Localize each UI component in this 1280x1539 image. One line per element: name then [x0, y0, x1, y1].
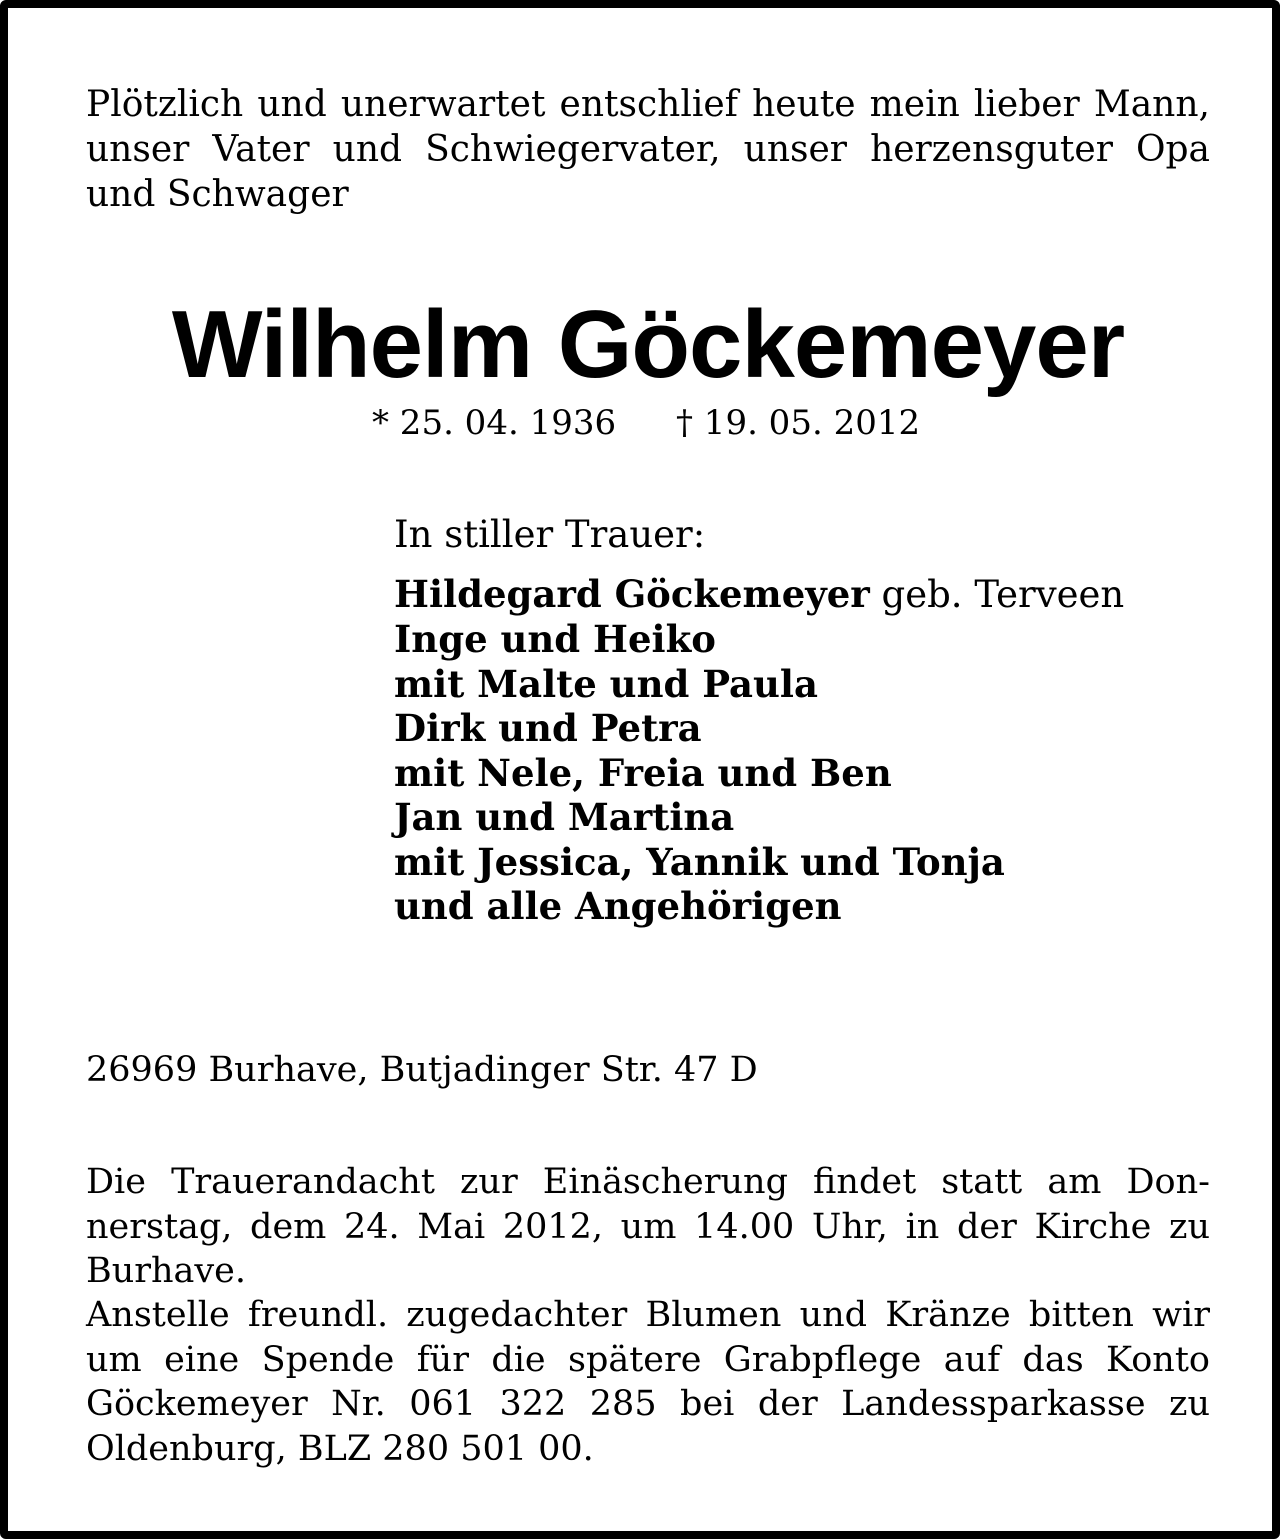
- intro-text: Plötzlich und unerwartet entschlief heute mein lieber Mann, unser Vater und Schwiegervater, unser herzensguter Opa und Schwager: [86, 84, 1210, 215]
- mourner-line-first: [394, 572, 1254, 618]
- mourner-line: und alle Angehörigen: [394, 884, 842, 928]
- mourner-line: Dirk und Petra: [394, 706, 702, 750]
- mourner-line: mit Malte und Paula: [394, 661, 818, 706]
- mourner-first-suffix: geb. Terveen: [869, 572, 1125, 616]
- birth-date: * 25. 04. 1936: [372, 403, 617, 443]
- mourners-block: [394, 513, 1254, 929]
- mourner-line: mit Jessica, Yannik und Tonja: [394, 839, 1005, 884]
- mourner-line: Jan und Martina: [394, 795, 735, 839]
- deceased-name: Wilhelm Göckemeyer: [171, 291, 1125, 398]
- address-text: 26969 Burhave, Butjadinger Str. 47 D: [86, 1050, 758, 1090]
- mourner-line: mit Nele, Freia und Ben: [394, 750, 892, 795]
- mourner-line: Inge und Heiko: [394, 617, 716, 661]
- service-text: Die Trauerandacht zur Einäscherung findet statt am Donnerstag, dem 24. Mai 2012, um 14.00 Uhr, in der Kirche zu Burhave.: [86, 1162, 1210, 1291]
- donation-text: Anstelle freundl. zugedachter Blumen und Kränze bitten wir um eine Spende für die spätere Grabpflege auf das Konto Göckemeyer Nr. 061 322 285 bei der Landessparkasse zu Oldenburg, BLZ 280 501 00.: [86, 1295, 1210, 1469]
- life-dates: [8, 398, 1280, 448]
- mourner-first-name: Hildegard Göckemeyer: [394, 571, 870, 616]
- death-date: † 19. 05. 2012: [676, 403, 921, 443]
- mourners-heading: In stiller Trauer:: [394, 513, 706, 556]
